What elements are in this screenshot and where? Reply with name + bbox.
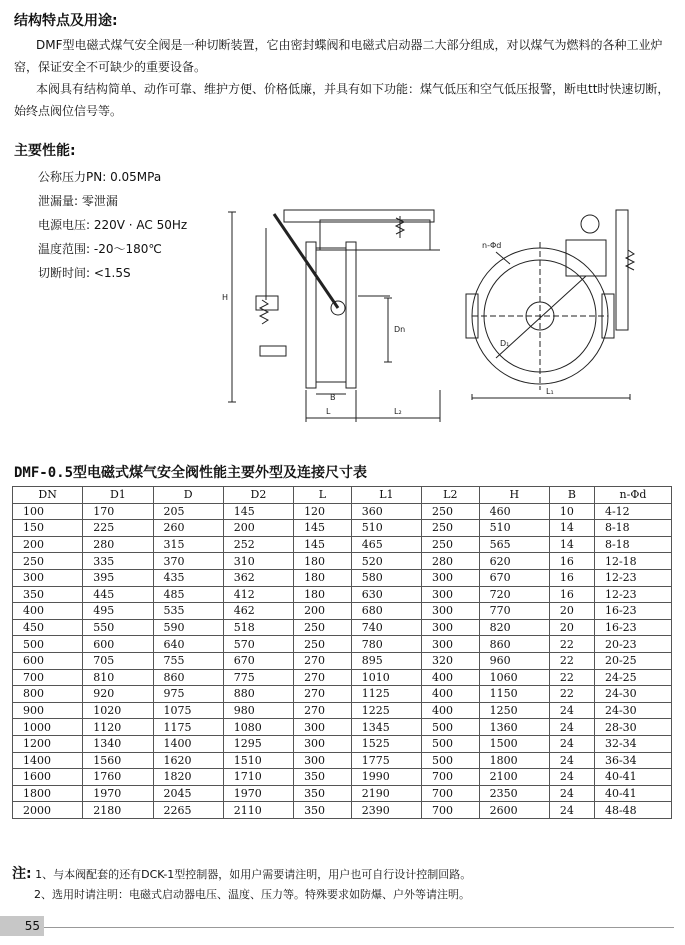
header-l1: L1 (351, 487, 421, 504)
table-cell: 22 (549, 636, 594, 653)
table-row (13, 769, 672, 786)
table-cell: 412 (223, 586, 293, 603)
table-cell: 500 (421, 752, 479, 769)
table-cell: 200 (13, 536, 83, 553)
table-cell: 630 (351, 586, 421, 603)
table-cell: 1075 (153, 702, 223, 719)
table-cell: 22 (549, 686, 594, 703)
table-cell: 2045 (153, 785, 223, 802)
table-cell: 580 (351, 569, 421, 586)
table-row (13, 752, 672, 769)
table-cell: 24 (549, 802, 594, 819)
label-L: L (326, 407, 331, 416)
table-cell: 780 (351, 636, 421, 653)
table-cell: 8-18 (594, 520, 671, 537)
table-cell: 565 (479, 536, 549, 553)
table-cell: 465 (351, 536, 421, 553)
table-cell: 2180 (83, 802, 153, 819)
table-cell: 180 (294, 569, 352, 586)
table-row (13, 553, 672, 570)
table-cell: 400 (13, 603, 83, 620)
table-row (13, 536, 672, 553)
table-cell: 180 (294, 586, 352, 603)
table-cell: 755 (153, 652, 223, 669)
table-cell: 2000 (13, 802, 83, 819)
table-cell: 205 (153, 503, 223, 520)
header-n-phi-d: n-Φd (594, 487, 671, 504)
table-cell: 22 (549, 669, 594, 686)
table-cell: 740 (351, 619, 421, 636)
table-cell: 260 (153, 520, 223, 537)
table-cell: 16 (549, 553, 594, 570)
table-cell: 24 (549, 752, 594, 769)
table-cell: 535 (153, 603, 223, 620)
table-cell: 24 (549, 719, 594, 736)
table-cell: 250 (13, 553, 83, 570)
table-row (13, 802, 672, 819)
table-cell: 14 (549, 536, 594, 553)
header-l2: L2 (421, 487, 479, 504)
spec-pressure: 公称压力PN: 0.05MPa (38, 170, 162, 184)
table-cell: 705 (83, 652, 153, 669)
table-cell: 1760 (83, 769, 153, 786)
table-cell: 1020 (83, 702, 153, 719)
table-cell: 1225 (351, 702, 421, 719)
table-cell: 960 (479, 652, 549, 669)
table-cell: 1525 (351, 735, 421, 752)
table-row (13, 735, 672, 752)
table-header-row (13, 487, 672, 504)
table-cell: 980 (223, 702, 293, 719)
table-cell: 590 (153, 619, 223, 636)
table-cell: 300 (421, 636, 479, 653)
table-cell: 1150 (479, 686, 549, 703)
table-cell: 700 (421, 785, 479, 802)
table-cell: 22 (549, 652, 594, 669)
table-cell: 8-18 (594, 536, 671, 553)
table-cell: 2600 (479, 802, 549, 819)
table-cell: 500 (13, 636, 83, 653)
table-cell: 450 (13, 619, 83, 636)
spec-leakage: 泄漏量: 零泄漏 (38, 194, 118, 208)
label-B: B (330, 393, 336, 402)
table-cell: 1970 (223, 785, 293, 802)
table-cell: 270 (294, 702, 352, 719)
table-cell: 1060 (479, 669, 549, 686)
table-cell: 435 (153, 569, 223, 586)
table-cell: 620 (479, 553, 549, 570)
table-cell: 24 (549, 785, 594, 802)
table-cell: 1620 (153, 752, 223, 769)
valve-technical-drawing (210, 180, 670, 430)
table-cell: 100 (13, 503, 83, 520)
table-cell: 1120 (83, 719, 153, 736)
table-cell: 1125 (351, 686, 421, 703)
table-cell: 500 (421, 735, 479, 752)
table-cell: 20 (549, 603, 594, 620)
table-cell: 720 (479, 586, 549, 603)
table-cell: 1510 (223, 752, 293, 769)
table-cell: 150 (13, 520, 83, 537)
table-cell: 48-48 (594, 802, 671, 819)
table-cell: 2265 (153, 802, 223, 819)
table-cell: 24-25 (594, 669, 671, 686)
table-cell: 370 (153, 553, 223, 570)
table-cell: 1710 (223, 769, 293, 786)
table-cell: 1500 (479, 735, 549, 752)
table-cell: 860 (479, 636, 549, 653)
table-cell: 1295 (223, 735, 293, 752)
table-cell: 12-18 (594, 553, 671, 570)
side-view-drawing (228, 210, 440, 422)
table-cell: 300 (421, 569, 479, 586)
table-cell: 1560 (83, 752, 153, 769)
table-cell: 200 (294, 603, 352, 620)
table-cell: 550 (83, 619, 153, 636)
table-cell: 2100 (479, 769, 549, 786)
table-cell: 270 (294, 686, 352, 703)
table-row (13, 669, 672, 686)
features-paragraph-1: DMF型电磁式煤气安全阀是一种切断装置，它由密封蝶阀和电磁式启动器二大部分组成，对以煤气为燃料的各种工业炉窑，保证安全不可缺少的重要设备。 (14, 38, 663, 74)
table-cell: 600 (13, 652, 83, 669)
header-dn: DN (13, 487, 83, 504)
table-cell: 16 (549, 586, 594, 603)
table-row (13, 702, 672, 719)
table-cell: 2390 (351, 802, 421, 819)
table-cell: 24-30 (594, 702, 671, 719)
table-cell: 570 (223, 636, 293, 653)
table-cell: 250 (294, 636, 352, 653)
table-cell: 270 (294, 669, 352, 686)
header-h: H (479, 487, 549, 504)
table-cell: 362 (223, 569, 293, 586)
table-cell: 16-23 (594, 603, 671, 620)
table-cell: 300 (421, 586, 479, 603)
table-cell: 500 (421, 719, 479, 736)
table-cell: 520 (351, 553, 421, 570)
table-cell: 1970 (83, 785, 153, 802)
table-cell: 350 (294, 785, 352, 802)
table-cell: 250 (421, 520, 479, 537)
table-cell: 1600 (13, 769, 83, 786)
table-cell: 670 (479, 569, 549, 586)
table-cell: 350 (13, 586, 83, 603)
notes (12, 864, 471, 905)
table-cell: 300 (294, 735, 352, 752)
table-cell: 40-41 (594, 769, 671, 786)
table-cell: 900 (13, 702, 83, 719)
table-cell: 24 (549, 735, 594, 752)
table-cell: 180 (294, 553, 352, 570)
table-cell: 280 (421, 553, 479, 570)
label-L2: L₂ (394, 407, 402, 416)
table-row (13, 719, 672, 736)
table-cell: 24-30 (594, 686, 671, 703)
table-row (13, 619, 672, 636)
table-cell: 510 (351, 520, 421, 537)
table-cell: 640 (153, 636, 223, 653)
table-cell: 350 (294, 769, 352, 786)
table-cell: 40-41 (594, 785, 671, 802)
notes-label: 注: (12, 866, 32, 882)
table-cell: 16 (549, 569, 594, 586)
table-cell: 895 (351, 652, 421, 669)
table-cell: 1000 (13, 719, 83, 736)
table-cell: 485 (153, 586, 223, 603)
features-heading: 结构特点及用途: (14, 13, 118, 29)
header-b: B (549, 487, 594, 504)
spec-cutoff-time: 切断时间: <1.5S (38, 266, 131, 280)
table-cell: 860 (153, 669, 223, 686)
table-cell: 1340 (83, 735, 153, 752)
table-row (13, 652, 672, 669)
table-cell: 518 (223, 619, 293, 636)
label-H: H (222, 293, 229, 302)
table-cell: 145 (294, 536, 352, 553)
dimension-table-title: DMF-0.5型电磁式煤气安全阀性能主要外型及连接尺寸表 (14, 465, 367, 481)
label-n-phi-d: n-Φd (482, 241, 502, 250)
table-cell: 1775 (351, 752, 421, 769)
table-cell: 300 (13, 569, 83, 586)
table-cell: 820 (479, 619, 549, 636)
table-cell: 1990 (351, 769, 421, 786)
label-D1: D₁ (500, 339, 510, 348)
table-cell: 14 (549, 520, 594, 537)
table-row (13, 603, 672, 620)
table-cell: 680 (351, 603, 421, 620)
table-cell: 1200 (13, 735, 83, 752)
spec-voltage: 电源电压: 220V · AC 50Hz (38, 218, 188, 232)
table-cell: 700 (13, 669, 83, 686)
table-cell: 200 (223, 520, 293, 537)
table-body (13, 503, 672, 818)
table-cell: 4-12 (594, 503, 671, 520)
table-cell: 800 (13, 686, 83, 703)
table-cell: 462 (223, 603, 293, 620)
table-cell: 315 (153, 536, 223, 553)
table-row (13, 686, 672, 703)
note-2: 2、选用时请注明：电磁式启动器电压、温度、压力等。特殊要求如防爆、户外等请注明。 (34, 888, 470, 901)
table-cell: 975 (153, 686, 223, 703)
table-cell: 145 (294, 520, 352, 537)
table-cell: 16-23 (594, 619, 671, 636)
front-view-drawing (466, 210, 634, 400)
table-cell: 2190 (351, 785, 421, 802)
table-cell: 400 (421, 669, 479, 686)
table-row (13, 636, 672, 653)
table-cell: 20 (549, 619, 594, 636)
table-cell: 24 (549, 769, 594, 786)
table-cell: 120 (294, 503, 352, 520)
table-cell: 310 (223, 553, 293, 570)
table-cell: 145 (223, 503, 293, 520)
note-1: 1、与本阀配套的还有DCK-1型控制器，如用户需要请注明，用户也可自行设计控制回路。 (35, 868, 472, 881)
table-cell: 225 (83, 520, 153, 537)
table-row (13, 785, 672, 802)
table-cell: 1800 (13, 785, 83, 802)
label-L1: L₁ (546, 387, 554, 396)
table-cell: 770 (479, 603, 549, 620)
table-row (13, 520, 672, 537)
table-cell: 1175 (153, 719, 223, 736)
table-cell: 300 (421, 603, 479, 620)
table-cell: 510 (479, 520, 549, 537)
table-cell: 1400 (13, 752, 83, 769)
table-cell: 670 (223, 652, 293, 669)
table-cell: 300 (421, 619, 479, 636)
table-row (13, 586, 672, 603)
table-cell: 20-23 (594, 636, 671, 653)
label-Dn: Dn (394, 325, 406, 334)
header-d2: D2 (223, 487, 293, 504)
table-cell: 335 (83, 553, 153, 570)
table-cell: 36-34 (594, 752, 671, 769)
table-cell: 1400 (153, 735, 223, 752)
table-row (13, 569, 672, 586)
table-cell: 1250 (479, 702, 549, 719)
footer-rule (44, 927, 674, 928)
table-cell: 2110 (223, 802, 293, 819)
table-cell: 1820 (153, 769, 223, 786)
header-d1: D1 (83, 487, 153, 504)
table-cell: 10 (549, 503, 594, 520)
header-d: D (153, 487, 223, 504)
table-cell: 1345 (351, 719, 421, 736)
spec-temperature: 温度范围: -20～180℃ (38, 242, 162, 256)
dimension-table (12, 486, 672, 819)
table-cell: 270 (294, 652, 352, 669)
table-cell: 1360 (479, 719, 549, 736)
table-cell: 12-23 (594, 586, 671, 603)
table-cell: 495 (83, 603, 153, 620)
table-cell: 28-30 (594, 719, 671, 736)
table-cell: 250 (421, 536, 479, 553)
table-cell: 280 (83, 536, 153, 553)
table-cell: 360 (351, 503, 421, 520)
table-cell: 1080 (223, 719, 293, 736)
table-cell: 300 (294, 752, 352, 769)
table-cell: 252 (223, 536, 293, 553)
table-cell: 460 (479, 503, 549, 520)
table-cell: 700 (421, 769, 479, 786)
table-cell: 395 (83, 569, 153, 586)
table-cell: 920 (83, 686, 153, 703)
table-cell: 400 (421, 686, 479, 703)
table-cell: 700 (421, 802, 479, 819)
table-cell: 320 (421, 652, 479, 669)
table-cell: 250 (421, 503, 479, 520)
table-cell: 775 (223, 669, 293, 686)
table-cell: 24 (549, 702, 594, 719)
table-cell: 12-23 (594, 569, 671, 586)
table-cell: 32-34 (594, 735, 671, 752)
features-paragraph-2: 本阀具有结构简单、动作可靠、维护方便、价格低廉，并具有如下功能：煤气低压和空气低压报警，断电tt时快速切断，始终点阀位信号等。 (14, 82, 670, 118)
table-cell: 170 (83, 503, 153, 520)
page-number: 55 (0, 916, 44, 936)
table-row (13, 503, 672, 520)
header-l: L (294, 487, 352, 504)
table-cell: 250 (294, 619, 352, 636)
table-cell: 350 (294, 802, 352, 819)
table-cell: 2350 (479, 785, 549, 802)
table-cell: 400 (421, 702, 479, 719)
table-cell: 880 (223, 686, 293, 703)
table-cell: 1010 (351, 669, 421, 686)
table-cell: 445 (83, 586, 153, 603)
table-cell: 300 (294, 719, 352, 736)
table-cell: 600 (83, 636, 153, 653)
table-cell: 20-25 (594, 652, 671, 669)
table-cell: 810 (83, 669, 153, 686)
table-cell: 1800 (479, 752, 549, 769)
performance-heading: 主要性能: (14, 143, 76, 159)
